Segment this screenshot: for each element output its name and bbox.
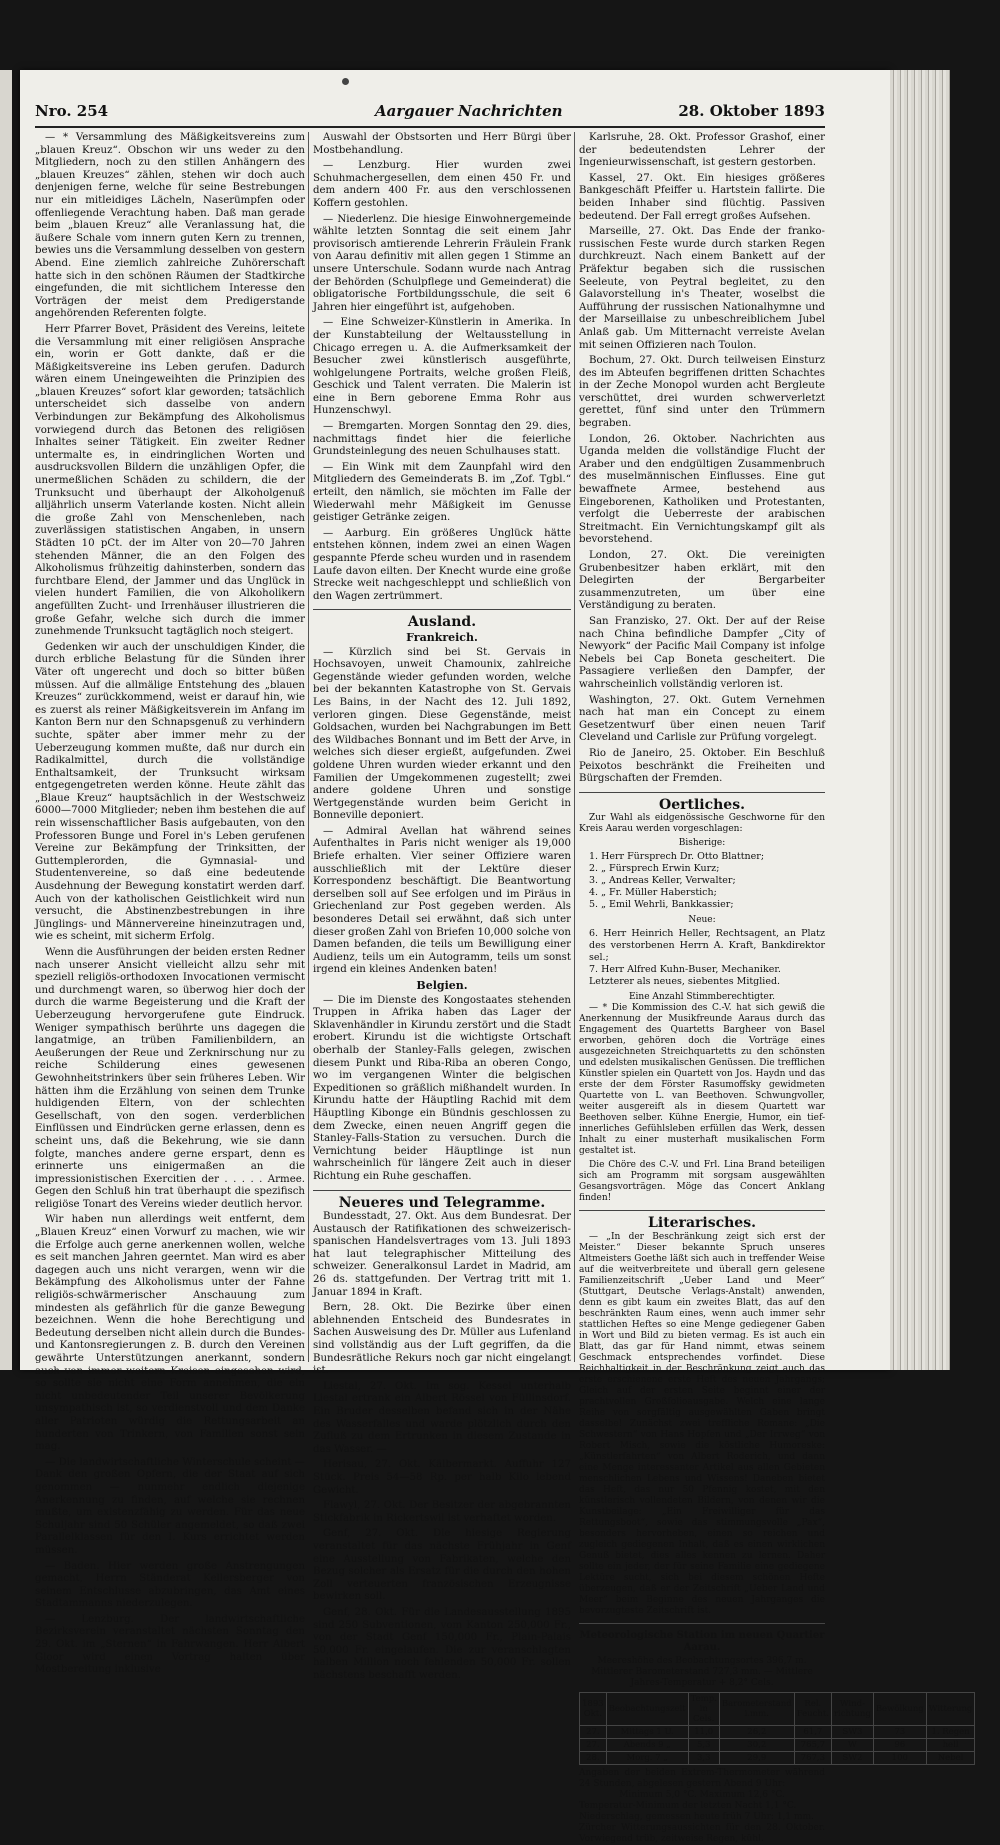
table-cell: Mittags 1 U. — [606, 1726, 688, 1739]
binding-hole — [342, 78, 349, 85]
section-heading-oertliches: Oertliches. — [659, 796, 745, 813]
table-cell: 29,9 — [719, 1752, 794, 1765]
telegram-paragraph: Rio de Janeiro, 25. Oktober. Ein Beschluß Peixotos beschränkt die Freiheiten und Bürgschaften der Fremden. — [579, 747, 825, 785]
telegram-paragraph: Liestal, 27. Okt. Im sog. Kessel unterhalb Liestal ertrank ein Albert Rössel von Füllinsdorf. Ein Bruder desselben befand sich in der Nähe des Wasserfalles und warde plötzlich durch den Zufluß zu dem Ertrunken in diesem Zustande in das Wasser. — — [313, 1380, 571, 1455]
literary-review: — „In der Beschränkung zeigt sich erst der Meister.“ Dieser bekannte Spruch unseres Altmeisters Goethe läßt sich auch in treffender Weise auf die weitverbreitete und überall gern gelesene Familienzeitschrift „Ueber Land und Meer“ (Stuttgart, Deutsche Verlags-Anstalt) anwenden, denn es gibt kaum ein zweites Blatt, das auf den beschränkten Raum eines, wenn auch immer sehr stattlichen Heftes so eine Menge gediegener Gaben in Wort und Bild zu bieten vermag. Es ist auch ein Blatt, das gar für Hand nimmt, etwas seinem Geschmack entsprechendes vorfindet. Diese Reichhaltigkeit in der Beschränkung zeigt auch das erste erschienene erste Heft des neuen Jahrgangs; Gleich auf der ersten Seite beginnt einer der prachtvollen Großfolioausgabe. Welch eine lange Reihe von sorgfältig ausgewählten Gaben bringt dasselbe! Zunächst zwei treffliche Romane: „Die Schwestern“ von Hans Hopfen und „Der Irrweg“ von Robert Misch, sowie die köstliche Humoreske: „Künstlerfahrten“ von Albert Roderich, und dann eine Menge interessanter Artikel aus allen Gebieten menschlichen Lebens und Wissens! Daneben bietet das Heft, das nur 50 Pfennig kostet, mit den künstlerisch vollendeten Bildern, von denen wir die Kunstbeilage: „Ein Freiwilliger für das Rettungsboot“, sowie das stimmungsvolle „Pax“, besonders hervorheben, einen so reichen und zugleich gediegenen Inhalt, daß es einen wirklichen Genuß bietet, dies alles kennen zu lernen. Daher sollte ein jeder, der für seine Familie eine gediegene Lektüre sucht, sich bei diesem schönen Hefte überzeugen, daß er der Zeitschrift „Ueber Land und Meer“ beim Beginne des neuen Jahrganges die bevorzugteste Zeitschrift ist. — [579, 1231, 825, 1616]
list-item: 7. Herr Alfred Kuhn-Buser, Mechaniker. — [589, 964, 781, 976]
column-divider — [308, 132, 309, 1362]
column-header: 1893 Okt. — [580, 1693, 607, 1726]
telegram-paragraph: Kassel, 27. Okt. Ein hiesiges größeres Bankgeschäft Pfeiffer u. Hartstein fallirte. Die beiden Inhaber sind flüchtig. Passiven bedeutend. Der Fall erregt großes Aufsehen. — [579, 172, 825, 222]
section-rule — [313, 609, 571, 610]
page-left-strip — [0, 70, 12, 1370]
article-paragraph: — * Versammlung des Mäßigkeitsvereins zum „blauen Kreuz“. Obschon wir uns weder zu den Mitgliedern, noch zu den stillen Anhängern des „blauen Kreuzes“ zählen, stehen wir doch auch denjenigen ferne, welche für seine Bestrebungen nur ein mitleidiges Lächeln, Naserümpfen oder offenliegende Verachtung haben. Daß man gerade beim „blauen Kreuz“ alle Veranlassung hat, die äußere Schale vom innern guten Kern zu trennen, bewies uns die Versammlung desselben von gestern Abend. Eine ziemlich zahlreiche Zuhörerschaft hatte sich in den schönen Räumen der Stadtkirche eingefunden, die mit sichtlichem Interesse den Vorträgen der meist dem Predigerstande angehörenden Referenten folgte. — [35, 132, 305, 320]
weather-note: Minimum 5,0 °C. Maximum 12,6 °C. — [619, 1790, 785, 1801]
telegram-paragraph: Bochum, 27. Okt. Durch teilweisen Einsturz des im Abteufen begriffenen dritten Schachtes in der Zeche Monopol wurden acht Bergleute verschüttet, drei wurden schwerverletzt gerettet, fünf sind unter den Trümmern begraben. — [579, 355, 825, 430]
section-rule — [579, 1210, 825, 1211]
column-header: Witterung — [926, 1693, 975, 1726]
article-paragraph: Wir haben nun allerdings weit entfernt, dem „Blauen Kreuz“ einen Vorwurf zu machen, wie wir die Erfolge auch gerne anerkennen wollen, welche es seit manchen Jahren geerntet. Man wird es aber dagegen auch uns nicht verargen, wenn wir die Bekämpfung des Alkoholismus unter der Fahne religiös-schwärmerischer Anschauung zum mindesten als gefährlich für die ganze Bewegung bezeichnen. Wenn die hohe Berechtigung und Bedeutung derselben nicht allein durch die Bundes- und Kantonsregierungen z. B. durch den Vereinen gewährte Unterstützungen anerkannt, sondern auch von immer weitern Kreisen eingesehen wird, so sollte sie nicht eine Form annehmen, die ein nicht unbedeutender Teil unserer Bevölkerung unsympathisch ist, so verdienstvoll und dem Danke aller Patrioten würdig die Rettungsarbeit an hunderten von Trinkern, von Familien sonst sein mag. — [35, 1214, 305, 1453]
table-cell: 30,2 — [719, 1739, 794, 1752]
table-cell: hell — [926, 1739, 975, 1752]
section-heading-ausland: Ausland. — [407, 614, 477, 631]
subheading-belgien: Belgien. — [416, 979, 468, 992]
table-row — [580, 1752, 975, 1765]
table-cell: Abends 9 „ — [606, 1739, 688, 1752]
page-stack-edge — [890, 70, 950, 1370]
section-rule — [579, 792, 825, 793]
article-paragraph: — Niederlenz. Die hiesige Einwohnergemeinde wählte letzten Sonntag die seit einem Jahr provisorisch amtierende Lehrerin Fräulein Frank von Aarau definitiv mit allen gegen 1 Stimme an unsere Unterschule. Sodann wurde nach Antrag der Behörden (Schulpflege und Gemeinderat) die obligatorische Fortbildungsschule, die seit 6 Jahren hier eingeführt ist, aufgehoben. — [313, 213, 571, 313]
telegram-paragraph: Bundesstadt, 27. Okt. Aus dem Bundesrat. Der Austausch der Ratifikationen des schweizerisch-spanischen Handelsvertrages vom 13. Juli 1893 hat laut telegraphischer Mitteilung des schweizer. Generalkonsul Lardet in Madrid, am 26 ds. stattgefunden. Der Vertrag tritt mit 1. Januar 1894 in Kraft. — [313, 1211, 571, 1298]
table-cell: W — [831, 1739, 873, 1752]
table-cell: 100 — [873, 1752, 926, 1765]
header-rule — [35, 126, 825, 128]
issue-number: Nro. 254 — [35, 102, 109, 120]
column-1 — [35, 132, 306, 1676]
telegram-paragraph: London, 27. Okt. Die vereinigten Grubenbesitzer haben erklärt, mit den Delegirten der Bergarbeiter zusammenzutreten, um über eine Verständigung zu beraten. — [579, 550, 825, 612]
article-paragraph: Herr Pfarrer Bovet, Präsident des Vereins, leitete die Versammlung mit einer religiösen Ansprache ein, worin er Gott dankte, daß er die Mäßigkeitsvereine ins Leben gerufen. Dadurch wären einem Uneingeweihten die Prinzipien des „blauen Kreuzes“ sofort klar geworden; tatsächlich unterscheidet sich dasselbe von andern Verbindungen zur Bekämpfung des Alkoholismus vorwiegend durch das Betonen des religiösen Inhaltes seiner Tätigkeit. Ein zweiter Redner untermalte es, in eindringlichen Worten und ausdrucksvollen Bildern die unzähligen Opfer, die unermeßlichen Schäden zu schildern, die der Trunksucht und überhaupt der Alkoholgenuß alljährlich unserm Vaterlande kosten. Nicht allein die große Zahl von Menschenleben, nach zuverlässigen statistischen Angaben, in unsern Städten 10 pCt. der im Alter von 20—70 Jahren stehenden Männer, die an den Folgen des Alkoholismus frühzeitig dahinsterben, sondern das furchtbare Elend, der Jammer und das Unglück in vielen hundert Familien, die von Alkoholikern angefüllten Zucht- und Irrenhäuser illustrieren die große Gefahr, welche sich durch die immer zunehmende Trunksucht tagtäglich noch steigert. — [35, 323, 305, 638]
weather-note: Angaben der beiden Extrem-Thermometer während 24 Stunden, abgelesen gestern Abend 9 Uhr: — [579, 1768, 825, 1790]
table-cell: 61,7 — [794, 1726, 831, 1739]
article-paragraph: — Die landwirtschaftliche Winterschule scheint — Dank den großen Opfern, die der Staat auf sich genommen — nunmehr endlich diejenige Anerkennung zu finden, auf welche sie rechnen mußte, um existenzfähig zu werden. Für das neue Schuljahr sind 50 Schüler angemeldet, so daß zwei Parallelklassen für den I. Kurs errichtet werden müssen. — [35, 1456, 305, 1556]
bisherige-list — [589, 851, 825, 911]
weather-table — [579, 1692, 975, 1765]
table-cell: Nebel — [926, 1752, 975, 1765]
column-header: Barometerstand i.mm. — [719, 1693, 794, 1726]
weather-note: Niederschlag, gemessen heute früh 7 Uhr: 1,1 mm. — [579, 1812, 814, 1823]
table-cell: 27. — [580, 1739, 607, 1752]
telegram-paragraph: London, 26. Oktober. Nachrichten aus Uganda melden die vollständige Flucht der Araber und den endgültigen Zusammenbruch des muselmännischen Einflusses. Eine gut bewaffnete Armee, bestehend aus Eingeborenen, Katholiken und Protestanten, verfolgt die Ueberreste der arabischen Streitmacht. Ein Vernichtungskampf gilt als bevorstehend. — [579, 433, 825, 546]
table-cell: 27. — [580, 1726, 607, 1739]
telegram-paragraph: Washington, 27. Okt. Gutem Vernehmen nach hat man ein Concept zu einem Gesetzentwurf über einen neuen Tarif Cleveland und Carlisle zur Prüfung vorgelegt. — [579, 694, 825, 744]
column-header: Rel. Feucht. — [794, 1693, 831, 1726]
table-cell: SW2 — [831, 1752, 873, 1765]
column-divider — [574, 132, 575, 1362]
table-cell: 1. Regen — [926, 1726, 975, 1739]
telegram-paragraph: Genf, 27. Okt. Die hiesige Regierung veranstaltet für das nächste Frühjahr in Genf eine Ausstellung von Fabrikaten, welche den Bezug solcher als Ersatz für die durch den hohen Zoll verteuerten französischen Erzeugnisse bewirken soll. — [313, 1528, 571, 1603]
table-cell: 5,3 — [688, 1739, 719, 1752]
article-paragraph: — Die im Dienste des Kongostaates stehenden Truppen in Afrika haben das Lager der Sklavenhändler in Kirundu zerstört und die Stadt erobert. Kirundu ist die wichtigste Ortschaft oberhalb der Stanley-Falls gelegen, zwischen diesem Punkt und Riba-Riba an oberen Congo, wo im vergangenen Winter die belgischen Expeditionen so gräßlich mißhandelt wurden. In Kirundu hatte der Häuptling Rachid mit dem Häuptling Kibonge ein Bündnis geschlossen zu dem Zwecke, einen neuen Angriff gegen die Stanley-Falls-Station zu versuchen. Durch die Vernichtung beider Häuptlinge ist nun wahrscheinlich für längere Zeit auch in dieser Richtung ein Ruhe geschaffen. — [313, 994, 571, 1182]
column-3 — [579, 132, 973, 1845]
article-paragraph: — Admiral Avellan hat während seines Aufenthaltes in Paris nicht weniger als 19,000 Briefe erhalten. Vier seiner Offiziere waren ausschließlich mit der Lektüre dieser Korrespondenz beschäftigt. Die Beantwortung derselben soll auf See erfolgen und im Piräus in Griechenland zur Post gegeben werden. Als besonderes Detail sei erwähnt, daß sich unter dieser großen Zahl von Briefen 10,000 solche von Damen befanden, die teils um Bewilligung einer Audienz, teils um ein Autogramm, teils um sonst irgend ein kleines Andenken baten! — [313, 825, 571, 976]
telegram-paragraph: Marseille, 27. Okt. Das Ende der franko-russischen Feste wurde durch starken Regen durchkreuzt. Nach einem Bankett auf der Präfektur begaben sich die russischen Seeleute, von Peytral begleitet, zu den Galavorstellung in's Theater, woselbst die Aufführung der russischen Nationalhymne und der Marseillaise zu unbeschreiblichem Jubel Anlaß gab. Um Mitternacht verreiste Avelan mit seinen Offizieren nach Toulon. — [579, 226, 825, 351]
table-cell: 11,0 — [688, 1726, 719, 1739]
article-paragraph: Gedenken wir auch der unschuldigen Kinder, die durch erbliche Belastung für die Sünden ihrer Väter oft ungerecht und doch so bitter büßen müssen. Auf die allmälige Entstehung des „blauen Kreuzes“ zurückkommend, weist er darauf hin, wie es zuerst als reiner Mäßigkeitsverein im Anfang im Kanton Bern nur den Schnapsgenuß zu verhindern suchte, später aber immer mehr zu der Ueberzeugung kommen mußte, daß nur durch ein Radikalmittel, durch die vollständige Enthaltsamkeit, der Trunksucht wirksam entgegengetreten werden könne. Heute zählt das „Blaue Kreuz“ hauptsächlich in der Westschweiz 6000—7000 Mitglieder; neben ihm bestehen die auf rein wissenschaftlicher Basis aufgebauten, von den Professoren Bunge und Forel in's Leben gerufenen Vereine zur Bekämpfung der Trinksitten, der Guttemplerorden, die Gymnasial- und Studentenvereine, so daß eine bedeutende Ausdehnung der Bewegung konstatirt werden darf. Auch von der katholischen Geistlichkeit wird nun versucht, die Abstinenzbestrebungen in ihre Jünglings- und Männervereine hineinzutragen und, wie es scheint, mit sicherm Erfolg. — [35, 641, 305, 943]
telegram-paragraph: Genf, 28. Okt. Für die Landesausstellung 1895 sind 250 Subventionen, vom Kanton 250,000 Fr., von der Stadt Genf 150,000 Fr., Plain-Palais 50,000 Fr. eingelaufen. Die zur veranschlagten halben Million noch fehlenden 50,000 Fr. sollen nächstens beschafft werden. — [313, 1606, 571, 1681]
telegram-paragraph: Herisau, 27. Okt. Kälbermarkt. Auffuhr 127 Stück. Preis 54—58 Rp. per halb Kilo lebend Gewicht. — [313, 1459, 571, 1496]
list-item: 1. Herr Fürsprech Dr. Otto Blattner; — [589, 851, 765, 863]
weather-note: Temperatur-Minimum der letzten Nacht 1,1 °C. — [579, 1801, 797, 1812]
article-paragraph: Wenn die Ausführungen der beiden ersten Redner nach unserer Ansicht vielleicht allzu sehr mit speziell religiös-orthodoxen Invocationen vermischt und durchmengt waren, so überwog hier doch der durch die warme Begeisterung und die Kraft der Ueberzeugung hervorgerufene gute Eindruck. Weniger sympathisch berührte uns dagegen die langatmige, an trüben Familienbildern, an Aeußerungen der Reue und Zerknirschung nur zu reiche Schilderung eines gewesenen Gewohnheitstrinkers über sein früheres Leben. Wir hätten ihm die Erzählung von seinen dem Trunke huldigenden Eltern, von der schlechten Gesellschaft, von den sogen. verderblichen Einflüssen und Eindrücken gerne erlassen, denn es scheint uns, daß die Bekehrung, wie sie dann folgte, manches andere gerne erspart, denn es erinnerte uns einigermaßen an die impressionistischen Exercitien der . . . . . Armee. Gegen den Schluß hin trat überhaupt die spezifisch religiöse Tonart des Vereins wieder deutlich hervor. — [35, 947, 306, 1210]
masthead — [35, 102, 825, 124]
list-item: 3. „ Andreas Keller, Verwalter; — [589, 875, 736, 887]
article-paragraph: — Ein Wink mit dem Zaunpfahl wird den Mitgliedern des Gemeinderats B. im „Zof. Tgbl.“ erteilt, den nämlich, sie möchten im Falle der Wiederwahl mehr Mäßigkeit im Genusse geistiger Getränke zeigen. — [313, 461, 571, 524]
article-paragraph: Auswahl der Obstsorten und Herr Bürgi über Mostbehandlung. — [313, 132, 571, 156]
weather-station-means: Mittlerer Barometerstand 727,3 mm. — Mittlere Jahres-Temperatur + 8,2° Cels. — [591, 1667, 813, 1689]
section-rule — [313, 1190, 571, 1191]
column-header: Wind-richtung — [831, 1693, 873, 1726]
column-header: Bewölkung — [873, 1693, 926, 1726]
list-item: 6. Herr Heinrich Heller, Rechtsagent, an Platz des verstorbenen Herrn A. Kraft, Bankdirektor sel.; — [589, 928, 825, 964]
newspaper-title: Aargauer Nachrichten — [375, 102, 563, 120]
table-cell: 26,2 — [719, 1726, 794, 1739]
table-cell: SW3 — [831, 1726, 873, 1739]
telegram-paragraph: San Franzisko, 27. Okt. Der auf der Reise nach China befindliche Dampfer „City of Newyork“ der Pacific Mail Company ist infolge Nebels bei Cap Boneta gescheitert. Die Passagiere verließen den Dampfer, der wahrscheinlich vollständig verloren ist. — [579, 615, 825, 690]
article-paragraph: — Aarburg. Ein größeres Unglück hätte entstehen können, indem zwei an einen Wagen gespannte Pferde scheu wurden und in rasendem Laufe davon eilten. Der Knecht wurde eine große Strecke weit nachgeschleppt und schließlich von den Wagen zertrümmert. — [313, 527, 571, 602]
table-row — [580, 1739, 975, 1752]
section-heading-literarisches: Literarisches. — [648, 1215, 756, 1232]
article-paragraph: — Kürzlich sind bei St. Gervais in Hochsavoyen, unweit Chamounix, zahlreiche Gegenstände wieder gefunden worden, welche bei der bekannten Katastrophe von St. Gervais Les Bains, in der Nacht des 12. Juli 1892, verloren gingen. Diese Gegenstände, meist Goldsachen, wurden bei Nachgrabungen im Bett des Wildbaches Bonnant und im Bett der Arve, in welches sich dieser ergießt, aufgefunden. Zwei goldene Uhren wurden wieder erkannt und den Familien der Umgekommenen zugestellt; zwei andere goldene Uhren und sonstige Wertgegenstände wurden beim Gericht in Bonneville deponiert. — [313, 646, 571, 822]
list-item: 2. „ Fürsprech Erwin Kurz; — [589, 863, 720, 875]
table-cell: 73 — [873, 1726, 926, 1739]
article-paragraph: — Bremgarten. Morgen Sonntag den 29. dies, nachmittags findet hier die feierliche Grundsteinlegung des neuen Schulhauses statt. — [313, 421, 571, 458]
article-paragraph: — Eine Schweizer-Künstlerin in Amerika. In der Kunstabteilung der Weltausstellung in Chicago erregen u. A. die Aufmerksamkeit der Besucher zwei künstlerisch ausgeführte, wohlgelungene Portraits, welche großen Fleiß, Geschick und Talent verraten. Die Malerin ist eine in Bern geborene Emma Rohr aus Hunzenschwyl. — [313, 317, 571, 417]
table-cell: 28. — [580, 1752, 607, 1765]
list-item: Letzterer als neues, siebentes Mitglied. — [589, 976, 781, 988]
bisherige-heading: Bisherige: — [678, 838, 726, 849]
column-header: Temp. in Cels. — [688, 1693, 719, 1726]
subheading-frankreich: Frankreich. — [406, 630, 478, 644]
table-row — [580, 1726, 975, 1739]
issue-date: 28. Oktober 1893 — [678, 102, 825, 120]
article-paragraph: — Lenzburg. Der landwirtschaftliche Bezirksverein veranstaltet nächsten Sonntag den 29. Okt. im „Sternen“ in Fahrwangen. Herr Albert Gloor wird einen Vortrag halten über Mostbereitung inklusive — [35, 1613, 305, 1676]
column-2 — [313, 132, 571, 1681]
election-signature: Eine Anzahl Stimmberechtigter. — [628, 992, 776, 1003]
weather-forecast: Zürcher Witterungsaussichten für den 28. Oktober. Vorwiegend trüb, zeitweise Regen, kühl. — [579, 1823, 825, 1845]
table-cell: 767,3 — [794, 1752, 831, 1765]
telegram-paragraph: Bern, 28. Okt. Die Bezirke über einen ablehnenden Entscheid des Bundesrates in Sachen Ausweisung des Dr. Müller aus Lufenland sind vollständig aus der Luft gegriffen, da die Bundesrätliche Rekurs noch gar nicht eingelangt ist. — [313, 1302, 571, 1377]
telegram-paragraph: Flawyl, 27. Okt. Der Besitzer der abgebrannten Stickfabrik in Rickertswil ist verhaftet worden. — [313, 1500, 571, 1524]
concert-paragraph: — * Die Kommission des C.-V. hat sich gewiß die Anerkennung der Musikfreunde Aaraus durch das Engagement des Quartetts Bargheer von Basel erworben, gehören doch die Vorträge eines ausgezeichneten Streichquartetts zu den schönsten und edelsten musikalischen Genüssen. Die trefflichen Künstler spielen ein Quartett von Jos. Haydn und das erste der dem Förster Rasumoffsky gewidmeten Quartette von L. van Beethoven. Schwungvoller, weiter ausgereift als in diesem Quartett war Beethoven selber. Kühne Energie, Humor, ein tief-innerliches Gefühlsleben erfüllen das Werk, dessen Inhalt zu einer musterhaft musikalischen Form gestaltet ist. — [579, 1003, 825, 1157]
weather-station-altitude: Meereshöhe des Beobachtungsortes 396,7 m. — [597, 1656, 807, 1667]
article-paragraph: — Lenzburg. Hier wurden zwei Schuhmachergesellen, dem einen 450 Fr. und dem andern 400 Fr. aus den verschlossenen Koffern gestohlen. — [313, 160, 571, 209]
neue-heading: Neue: — [688, 915, 716, 926]
list-item: 5. „ Emil Wehrli, Bankkassier; — [589, 899, 734, 911]
neue-list — [589, 928, 825, 988]
section-rule — [579, 1623, 825, 1624]
column-header: Beobachtungszeit — [606, 1693, 688, 1726]
section-heading-neueres: Neueres und Telegramme. — [338, 1194, 546, 1211]
list-item: 4. „ Fr. Müller Haberstich; — [589, 887, 717, 899]
table-cell: Morg. 7 „ — [606, 1752, 688, 1765]
table-cell: 3,3 — [688, 1752, 719, 1765]
table-header-row — [580, 1693, 975, 1726]
table-cell: 765,7 — [794, 1739, 831, 1752]
table-cell: 96 — [873, 1739, 926, 1752]
election-intro: Zur Wahl als eidgenössische Geschworne für den Kreis Aarau werden vorgeschlagen: — [579, 813, 825, 835]
concert-choirs: Die Chöre des C.-V. und Frl. Lina Brand beteiligen sich am Programm mit sorgsam ausgewählten Gesangsvorträgen. Möge das Concert Anklang finden! — [579, 1160, 825, 1204]
weather-station-title: Meteorologische Station im neuen Quartier Aarau. — [579, 1629, 825, 1654]
telegram-paragraph: Karlsruhe, 28. Okt. Professor Grashof, einer der bedeutendsten Lehrer der Ingenieurwissenschaft, ist gestern gestorben. — [579, 132, 825, 169]
article-paragraph: — Baden. Hier werden große Anstrengungen gemacht, Herrn Ständerat Kellersberger von seinem Entschlusse abzubringen, das Amt eines Stadtammanns niederzulegen. — [35, 1560, 305, 1610]
